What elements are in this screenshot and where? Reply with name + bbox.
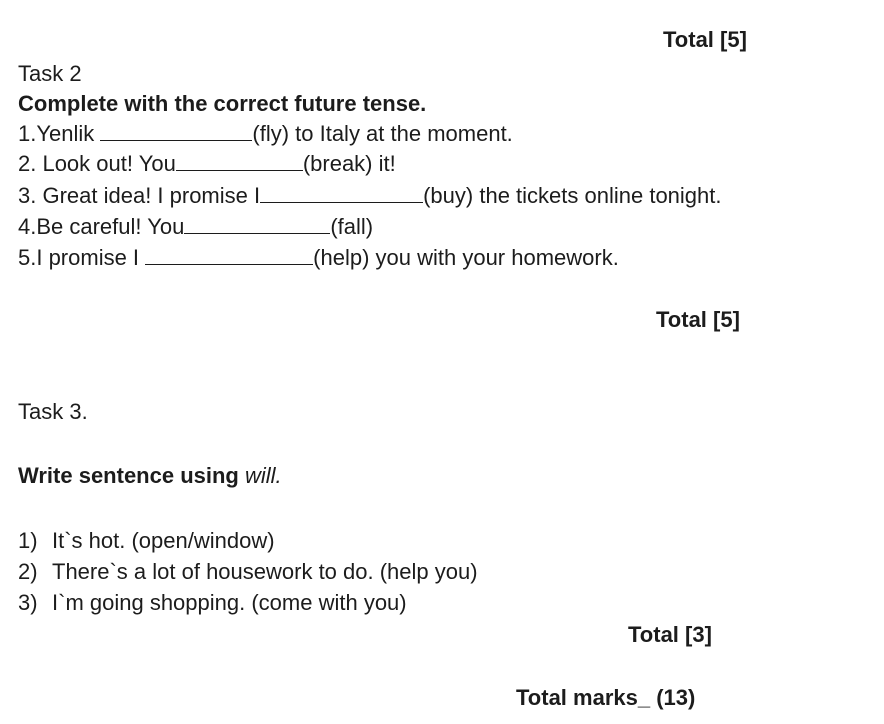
task3-title: Task 3.: [18, 399, 88, 424]
task2-item-5-before: 5.I promise I: [18, 245, 146, 270]
answer-blank-3[interactable]: [260, 184, 423, 203]
task3-item-2: [18, 558, 478, 586]
task3-item-3-number: 3): [18, 590, 38, 615]
task2-item-2-before: 2. Look out! You: [18, 151, 176, 176]
task2-item-1: [18, 120, 513, 148]
task3-instruction-emphasis: will.: [244, 463, 282, 488]
task2-item-5: [18, 244, 619, 272]
task2-item-3-before: 3. Great idea! I promise I: [18, 183, 261, 208]
task2-total: Total [5]: [656, 307, 740, 332]
task2-item-3: [18, 182, 722, 210]
task2-item-4: [18, 213, 373, 241]
task3-instruction-prefix: Write sentence using: [18, 463, 245, 488]
task3-item-3-text: I`m going shopping. (come with you): [52, 590, 407, 615]
answer-blank-2[interactable]: [176, 152, 303, 171]
task3-instruction: [18, 462, 282, 490]
answer-blank-1[interactable]: [100, 122, 252, 141]
task2-item-1-after: (fly) to Italy at the moment.: [252, 121, 513, 146]
task3-item-3: [18, 589, 407, 617]
task1-total: Total [5]: [663, 27, 747, 52]
task2-item-4-before: 4.Be careful! You: [18, 214, 185, 239]
task2-item-4-after: (fall): [330, 214, 374, 239]
task2-item-3-after: (buy) the tickets online tonight.: [423, 183, 722, 208]
task2-item-1-before: 1.Yenlik: [18, 121, 101, 146]
task3-item-1-text: It`s hot. (open/window): [52, 528, 275, 553]
task3-item-1: [18, 527, 275, 555]
task3-item-2-text: There`s a lot of housework to do. (help you): [52, 559, 478, 584]
task3-total: Total [3]: [628, 622, 712, 647]
task2-item-2-after: (break) it!: [302, 151, 396, 176]
task2-title: Task 2: [18, 61, 82, 86]
task2-instruction: Complete with the correct future tense.: [18, 91, 427, 116]
task3-item-1-number: 1): [18, 528, 38, 553]
answer-blank-5[interactable]: [145, 246, 313, 265]
total-marks: Total marks_ (13): [516, 685, 696, 710]
task2-item-2: [18, 150, 396, 178]
task3-item-2-number: 2): [18, 559, 38, 584]
task2-item-5-after: (help) you with your homework.: [313, 245, 619, 270]
answer-blank-4[interactable]: [184, 215, 330, 234]
